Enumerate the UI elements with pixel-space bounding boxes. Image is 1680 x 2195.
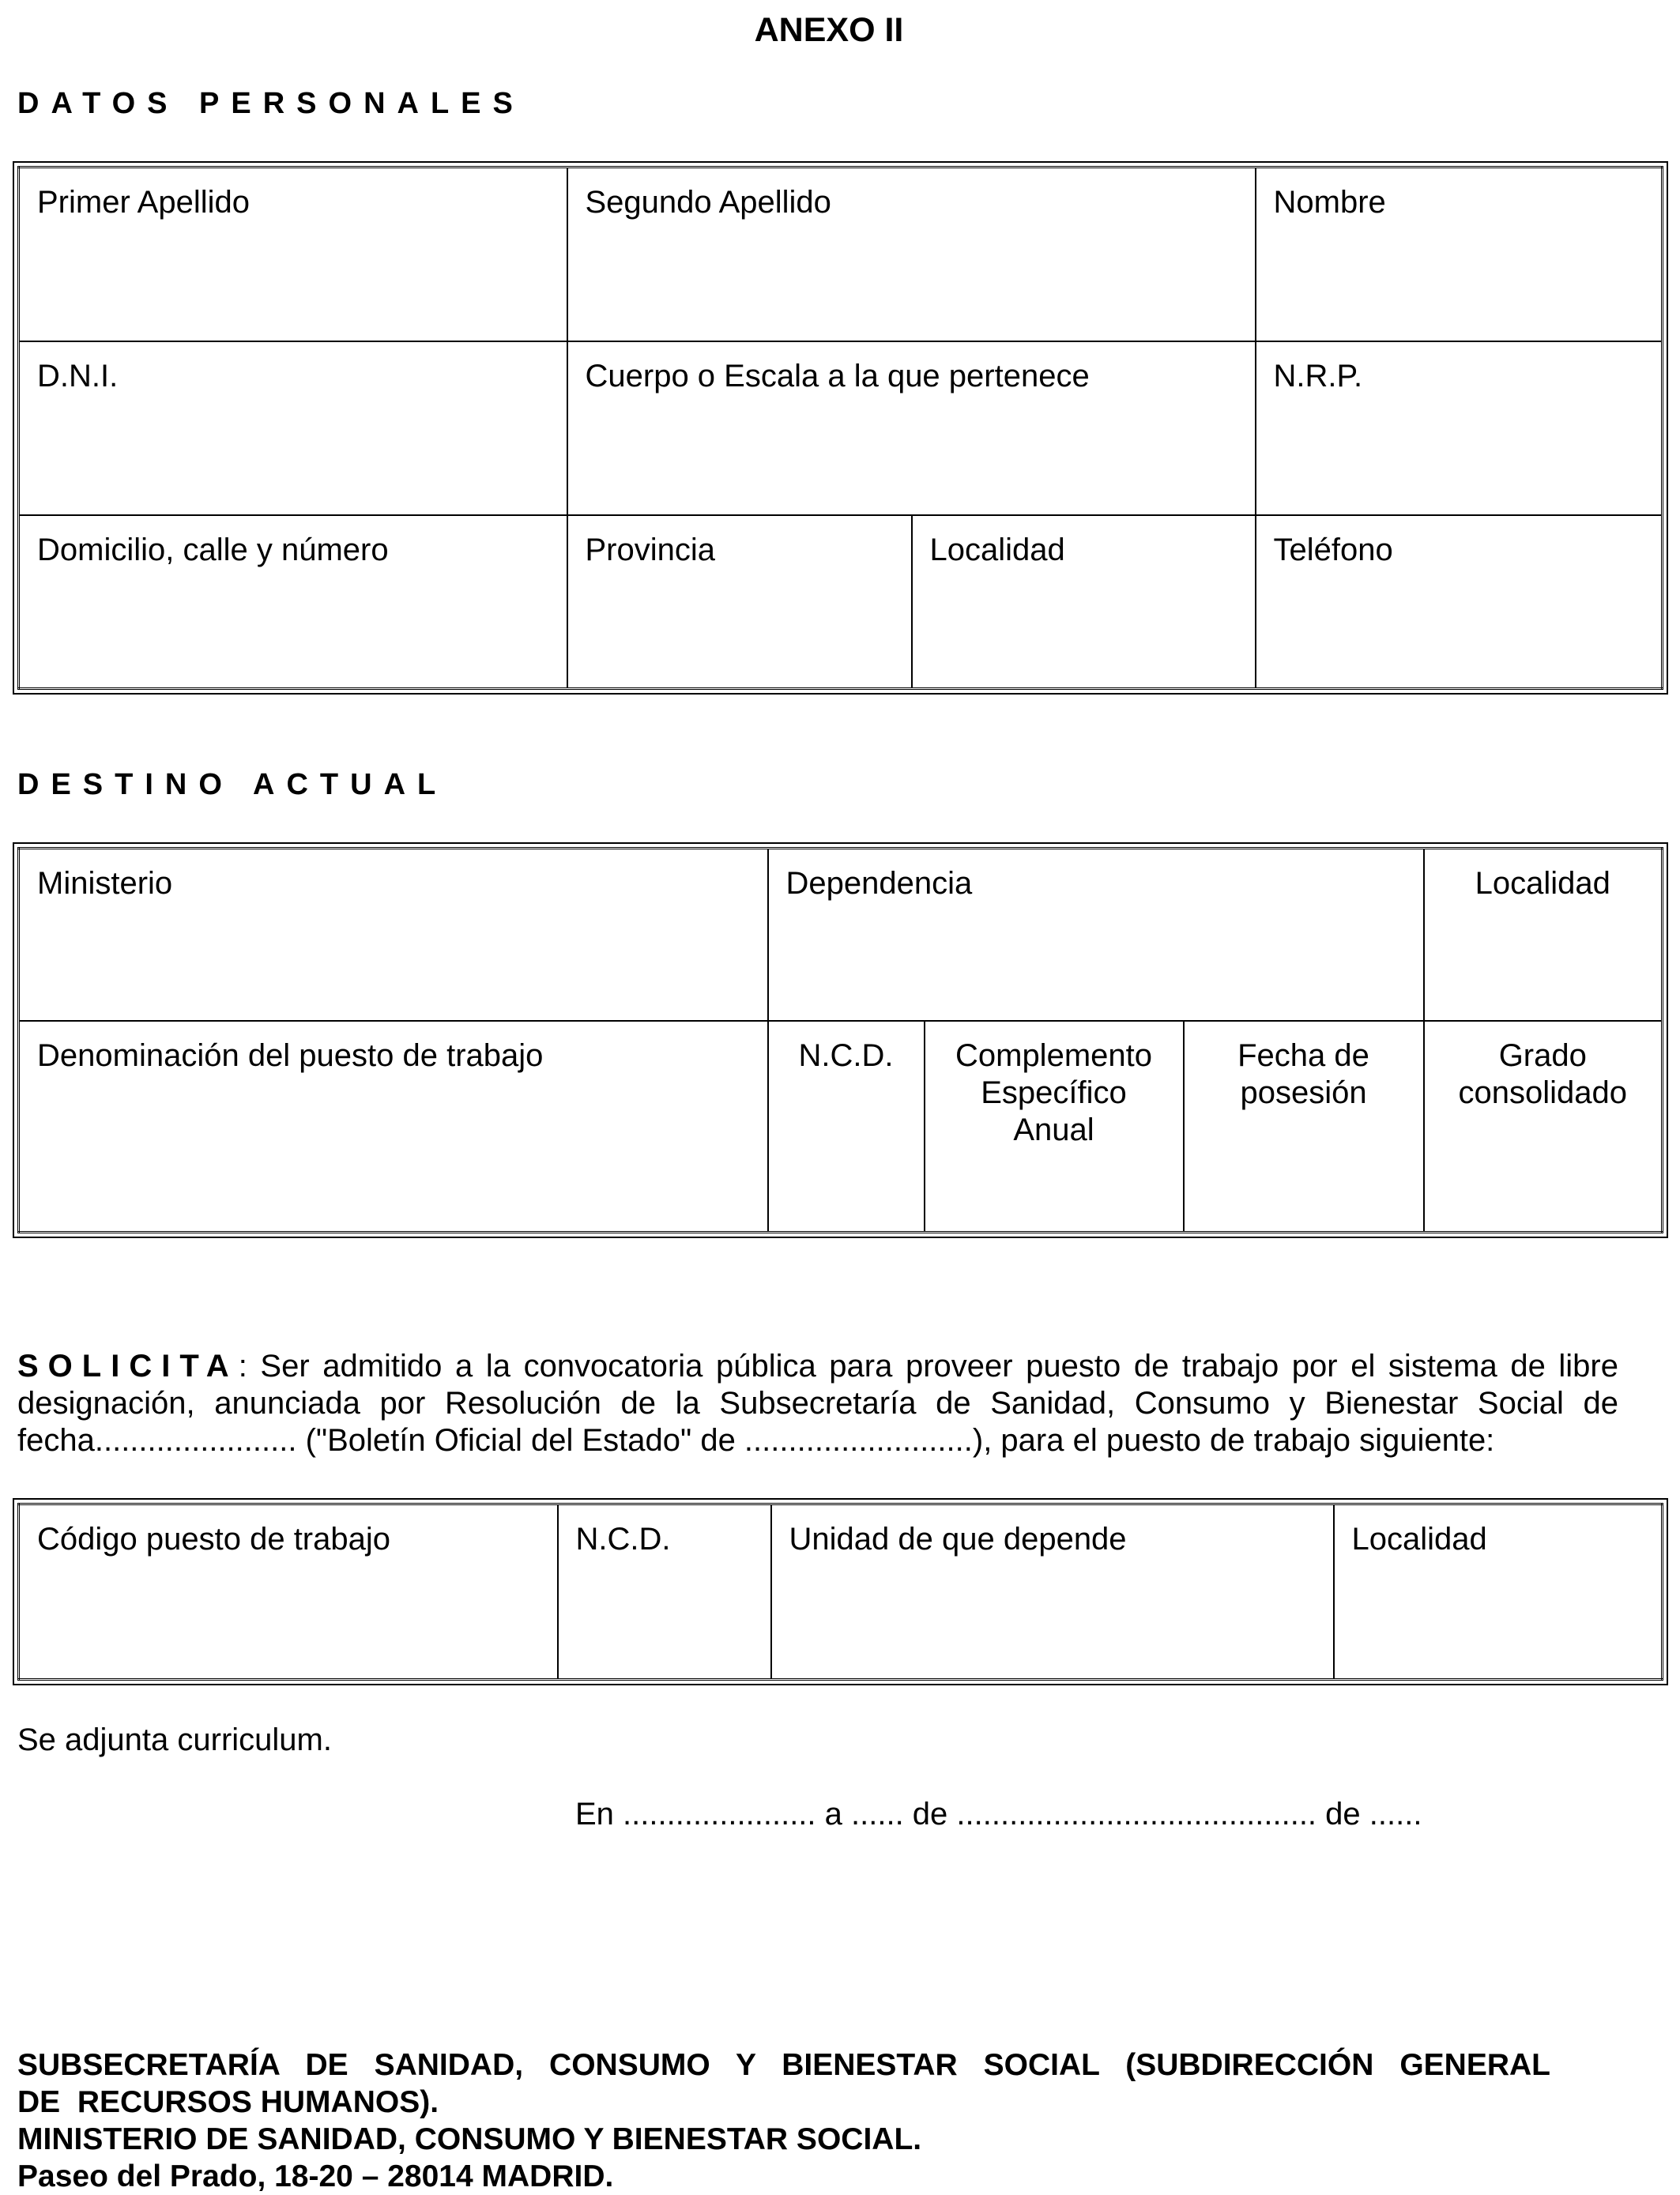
destino-actual-table [17,847,1663,1233]
grado-label-line1: Grado [1498,1037,1587,1073]
domicilio-label: Domicilio, calle y número [37,532,389,567]
nombre-label: Nombre [1273,185,1386,220]
complemento-label-line3: Anual [1013,1112,1094,1147]
grado-consolidado-field[interactable] [1424,1021,1663,1233]
page-title: ANEXO II [754,11,904,49]
complemento-field[interactable] [925,1021,1184,1233]
destino-localidad-label: Localidad [1475,866,1610,901]
fecha-posesion-field[interactable] [1184,1021,1424,1233]
footer-line3: MINISTERIO DE SANIDAD, CONSUMO Y BIENESTAR SOCIAL. [17,2122,922,2156]
nombre-field[interactable] [1256,168,1663,341]
unidad-label: Unidad de que depende [789,1522,1127,1557]
codigo-puesto-field[interactable] [19,1504,558,1680]
telefono-field[interactable] [1256,515,1663,689]
dni-label: D.N.I. [37,358,119,393]
cuerpo-escala-label: Cuerpo o Escala a la que pertenece [585,358,1090,393]
footer-line2: DE RECURSOS HUMANOS). [17,2085,439,2119]
cuerpo-escala-field[interactable] [567,341,1256,515]
solicita-paragraph [17,1348,1618,1459]
complemento-label-line2: Específico [981,1075,1127,1110]
denominacion-field[interactable] [19,1021,768,1233]
fecha-posesion-label-line2: posesión [1240,1075,1367,1110]
puesto-ncd-label: N.C.D. [575,1522,671,1557]
complemento-label-line1: Complemento [955,1037,1152,1073]
localidad-field[interactable] [912,515,1256,689]
destino-localidad-field[interactable] [1424,849,1663,1021]
unidad-field[interactable] [771,1504,1334,1680]
primer-apellido-label: Primer Apellido [37,185,250,220]
footer-line4: Paseo del Prado, 18-20 – 28014 MADRID. [17,2159,614,2193]
segundo-apellido-field[interactable] [567,168,1256,341]
domicilio-field[interactable] [19,515,567,689]
nrp-label: N.R.P. [1273,358,1363,393]
destino-ncd-field[interactable] [768,1021,925,1233]
nrp-field[interactable] [1256,341,1663,515]
adjunta-curriculum: Se adjunta curriculum. [17,1722,332,1757]
primer-apellido-field[interactable] [19,168,567,341]
localidad-label: Localidad [929,532,1065,567]
segundo-apellido-label: Segundo Apellido [585,185,831,220]
footer-address [17,2046,1550,2195]
ministerio-field[interactable] [19,849,768,1021]
section-heading-datos-personales: DATOS PERSONALES [17,87,525,120]
ministerio-label: Ministerio [37,866,173,901]
dependencia-label: Dependencia [785,866,973,901]
solicita-text: : Ser admitido a la convocatoria pública para proveer puesto de trabajo por el sistema de libre designación, anunciada por Resolución de la Subsecretaría de Sanidad, Consumo y Bienestar Social de fecha....................... ("Boletín Oficial del Estado" de ..........................), para el puesto de trabajo siguiente: [17,1349,1618,1458]
puesto-localidad-field[interactable] [1334,1504,1663,1680]
puesto-table [17,1503,1663,1681]
footer-line1: SUBSECRETARÍA DE SANIDAD, CONSUMO Y BIENESTAR SOCIAL (SUBDIRECCIÓN GENERAL [17,2048,1550,2082]
codigo-puesto-label: Código puesto de trabajo [37,1522,390,1557]
provincia-label: Provincia [585,532,716,567]
solicita-keyword: SOLICITA [17,1349,239,1384]
datos-personales-table [17,166,1663,690]
telefono-label: Teléfono [1273,532,1393,567]
denominacion-label: Denominación del puesto de trabajo [37,1037,544,1073]
dependencia-field[interactable] [768,849,1424,1021]
grado-label-line2: consolidado [1458,1075,1628,1110]
section-heading-destino-actual: DESTINO ACTUAL [17,768,448,801]
provincia-field[interactable] [567,515,912,689]
fecha-posesion-label-line1: Fecha de [1237,1037,1369,1073]
puesto-ncd-field[interactable] [558,1504,771,1680]
puesto-localidad-label: Localidad [1351,1522,1487,1557]
fecha-lugar-line[interactable]: En ...................... a ...... de ......................................... de ...... [575,1797,1422,1832]
dni-field[interactable] [19,341,567,515]
destino-ncd-label: N.C.D. [798,1037,894,1073]
